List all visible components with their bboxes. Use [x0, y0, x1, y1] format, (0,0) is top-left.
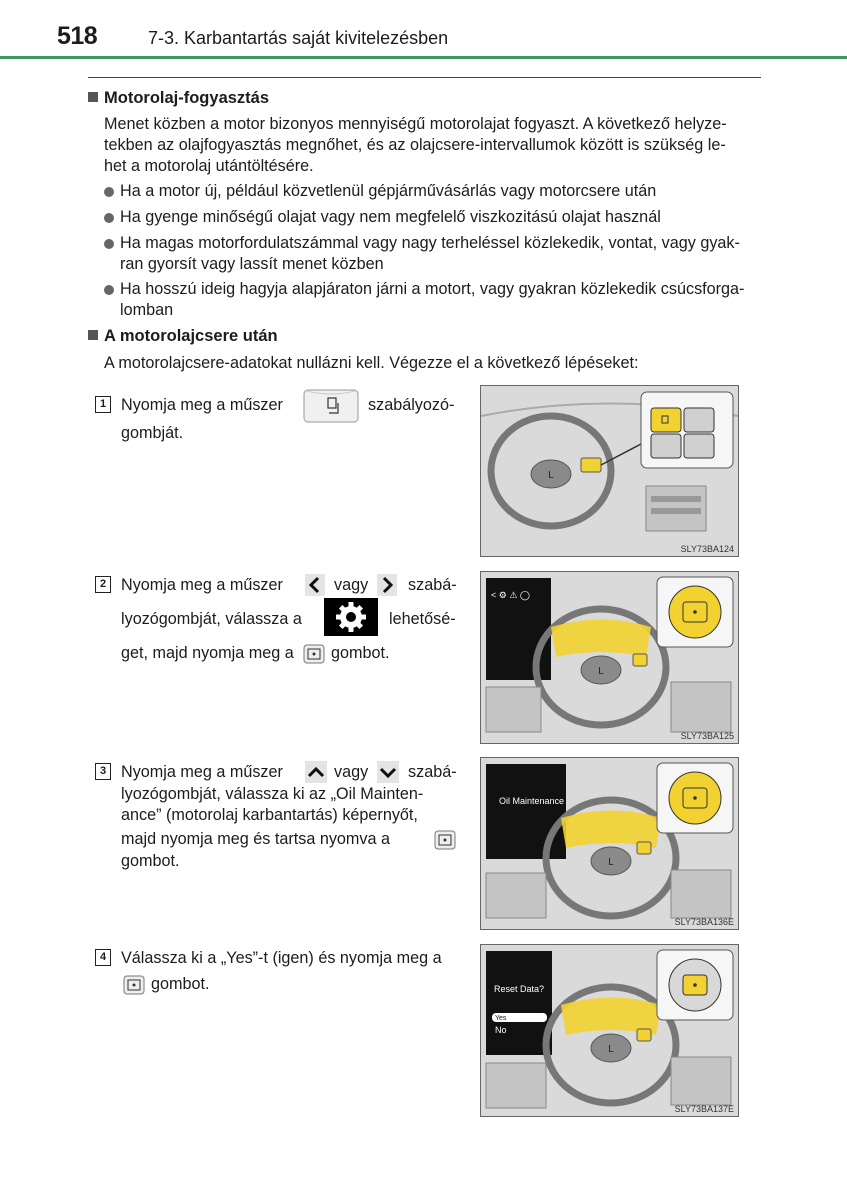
list-item: Ha a motor új, például közvetlenül gépjárművásárlás vagy motorcsere után — [104, 181, 656, 202]
square-bullet-icon — [88, 92, 98, 102]
chevron-right-icon — [377, 574, 397, 601]
enter-button-icon — [123, 975, 145, 1000]
section-heading-after-oil-change: A motorolajcsere után — [88, 327, 278, 346]
step-3-illustration — [480, 757, 739, 930]
screen-oil-maintenance-text: Oil Maintenance — [499, 796, 565, 806]
step-2-illustration — [480, 571, 739, 744]
image-code-label: SLY73BA137E — [674, 1104, 734, 1114]
list-item: Ha magas motorfordulatszámmal vagy nagy terheléssel közlekedik, vontat, vagy gyak- ran gyorsít vagy lassít menet közben — [104, 233, 740, 275]
bullet-dot-icon — [104, 239, 114, 249]
svg-text:L: L — [608, 1044, 614, 1055]
svg-text:L: L — [548, 470, 554, 481]
image-code-label: SLY73BA125 — [680, 731, 734, 741]
svg-text:Reset Data?: Reset Data? — [494, 984, 545, 994]
chevron-left-icon — [305, 574, 325, 601]
step-1-text: Nyomja meg a műszer — [121, 396, 283, 414]
page-number: 518 — [57, 22, 98, 50]
list-item: Ha gyenge minőségű olajat vagy nem megfelelő viszkozitású olajat használ — [104, 207, 661, 228]
oil-consumption-paragraph: Menet közben a motor bizonyos mennyiségű motorolajat fogyaszt. A következő helyze- tekben az olajfogyasztás megnőhet, és az olajcsere-intervallumok között is szükség le- het a motorolaj utántöltésére. — [104, 115, 727, 175]
image-code-label: SLY73BA124 — [680, 544, 734, 554]
svg-text:< ⚙ ⚠ ◯: < ⚙ ⚠ ◯ — [491, 590, 530, 600]
step-4-illustration — [480, 944, 739, 1117]
svg-text:L: L — [598, 666, 604, 677]
bullet-dot-icon — [104, 187, 114, 197]
step-number: 3 — [95, 763, 111, 780]
svg-text:Yes: Yes — [495, 1015, 507, 1022]
section-divider — [88, 77, 761, 78]
step-1-illustration — [480, 385, 739, 557]
gear-icon — [324, 598, 378, 641]
svg-text:No: No — [495, 1025, 507, 1035]
step-number: 1 — [95, 396, 111, 413]
meter-control-button-icon — [303, 389, 359, 428]
section-heading-oil-consumption: Motorolaj-fogyasztás — [88, 89, 269, 108]
step-number: 4 — [95, 949, 111, 966]
step-number: 2 — [95, 576, 111, 593]
chapter-title: 7-3. Karbantartás saját kivitelezésben — [148, 28, 449, 48]
bullet-dot-icon — [104, 213, 114, 223]
section-intro: A motorolajcsere-adatokat nullázni kell. Végezze el a következő lépéseket: — [104, 354, 639, 372]
header-rule — [0, 56, 847, 59]
enter-button-icon — [434, 830, 456, 855]
bullet-dot-icon — [104, 285, 114, 295]
image-code-label: SLY73BA136E — [674, 917, 734, 927]
list-item: Ha hosszú ideig hagyja alapjáraton járni a motort, vagy gyakran közlekedik csúcsforga- lomban — [104, 279, 744, 321]
square-bullet-icon — [88, 330, 98, 340]
svg-text:L: L — [608, 857, 614, 868]
enter-button-icon — [303, 644, 325, 669]
